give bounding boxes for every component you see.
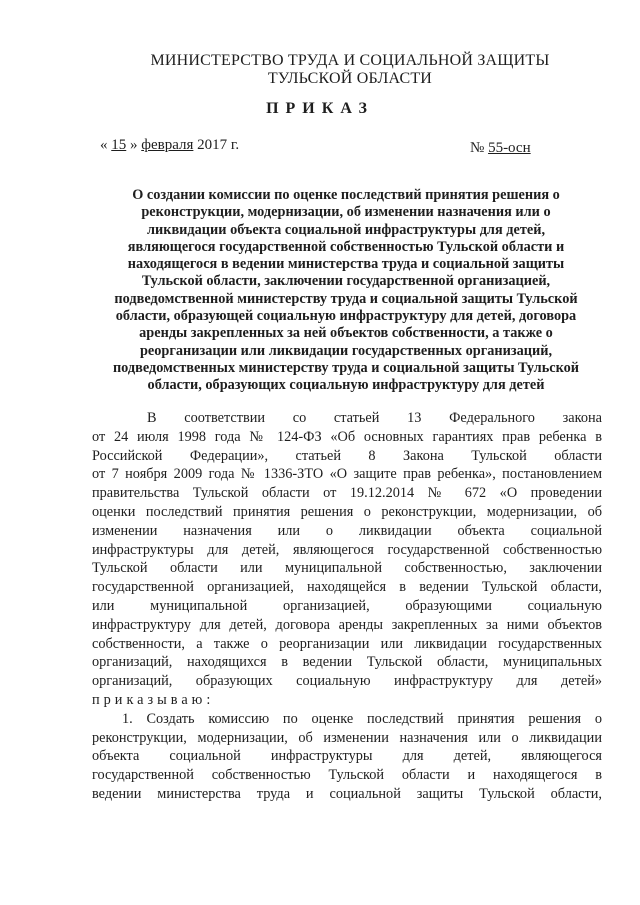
preamble-line: от 24 июля 1998 года № 124-ФЗ «Об основных гарантиях прав ребенка в: [92, 428, 602, 445]
heading-line: области, образующих социальную инфраструктуру для детей: [147, 377, 545, 394]
order-number: [470, 140, 531, 157]
preamble: [92, 409, 602, 710]
ministry-line-2: ТУЛЬСКОЙ ОБЛАСТИ: [267, 70, 433, 87]
item-1: [92, 710, 602, 804]
date-close-quote: »: [130, 137, 138, 153]
heading-line: аренды закрепленных за ней объектов собственности, а также о: [139, 325, 553, 342]
heading-line: реорганизации или ликвидации государственных организаций,: [139, 342, 553, 359]
preamble-line: от 7 ноября 2009 года № 1336-ЗТО «О защите прав ребенка», постановлением: [92, 466, 602, 483]
preamble-line: Тульской области или муниципальной собственностью, заключении: [92, 560, 602, 577]
item-1-line: 1. Создать комиссию по оценке последствий принятия решения о: [122, 710, 602, 727]
preamble-line: государственной организацией, находящейся в ведении Тульской области,: [92, 579, 602, 596]
item-1-line: объекта социальной инфраструктуры для детей, являющегося: [92, 748, 602, 765]
ministry-line-1: МИНИСТЕРСТВО ТРУДА И СОЦИАЛЬНОЙ ЗАЩИТЫ: [150, 52, 550, 69]
preamble-line: изменении назначения или о ликвидации объекта социальной: [92, 522, 602, 539]
heading-line: находящегося в ведении министерства труда и социальной защиты: [127, 256, 565, 273]
date-year: 2017 г.: [197, 137, 240, 153]
heading-line: ликвидации объекта социальной инфраструктуры для детей,: [146, 221, 546, 238]
preamble-line: или муниципальной организацией, образующими социальную: [92, 597, 602, 614]
item-1-line: реконструкции, модернизации, об изменении назначения или о ликвидации: [92, 729, 602, 746]
date-month: февраля: [141, 137, 194, 153]
heading-line: О создании комиссии по оценке последствий принятия решения о: [132, 187, 560, 203]
item-1-line: государственной собственностью Тульской области и находящегося в: [92, 767, 602, 784]
preamble-line: инфраструктуру для детей, договора аренды закрепленных за ними объектов: [92, 616, 602, 633]
date-open-quote: «: [100, 137, 108, 153]
ministry-header: [150, 52, 550, 88]
heading-line: Тульской области, заключении государственной организацией,: [141, 273, 551, 290]
order-date: [100, 137, 239, 154]
preamble-line: В соответствии со статьей 13 Федерального закона: [147, 410, 602, 426]
heading-line: подведомственных министерству труда и социальной защиты Тульской: [112, 359, 580, 376]
heading-line: области, образующей социальную инфраструктуру для детей, договора: [115, 308, 577, 325]
number-value: 55-осн: [488, 140, 531, 156]
preamble-line: оценки последствий принятия решения о реконструкции, модернизации, об: [92, 503, 602, 520]
heading-line: являющегося государственной собственностью Тульской области и: [127, 238, 565, 255]
preamble-line: организаций, находящихся в ведении Тульской области, муниципальных: [92, 654, 602, 671]
prikazyvayu: приказываю:: [92, 691, 215, 708]
preamble-line: Российской Федерации», статьей 8 Закона Тульской области: [92, 447, 602, 464]
number-prefix: №: [470, 140, 485, 156]
item-1-line: ведении министерства труда и социальной защиты Тульской области,: [92, 785, 602, 802]
heading-line: реконструкции, модернизации, об изменении назначения или о: [141, 204, 551, 221]
heading-line: подведомственной министерству труда и социальной защиты Тульской: [114, 290, 578, 307]
preamble-line: организаций, образующих социальную инфраструктуру для детей»: [92, 673, 602, 690]
date-day: 15: [111, 137, 127, 153]
preamble-line: собственности, а также о реорганизации или ликвидации государственных: [92, 635, 602, 652]
order-body: [92, 409, 602, 804]
preamble-line: инфраструктуры для детей, являющегося государственной собственностью: [92, 541, 602, 558]
order-title: ПРИКАЗ: [266, 100, 374, 117]
order-heading: [88, 187, 604, 395]
preamble-line: правительства Тульской области от 19.12.2014 № 672 «О проведении: [92, 485, 602, 502]
